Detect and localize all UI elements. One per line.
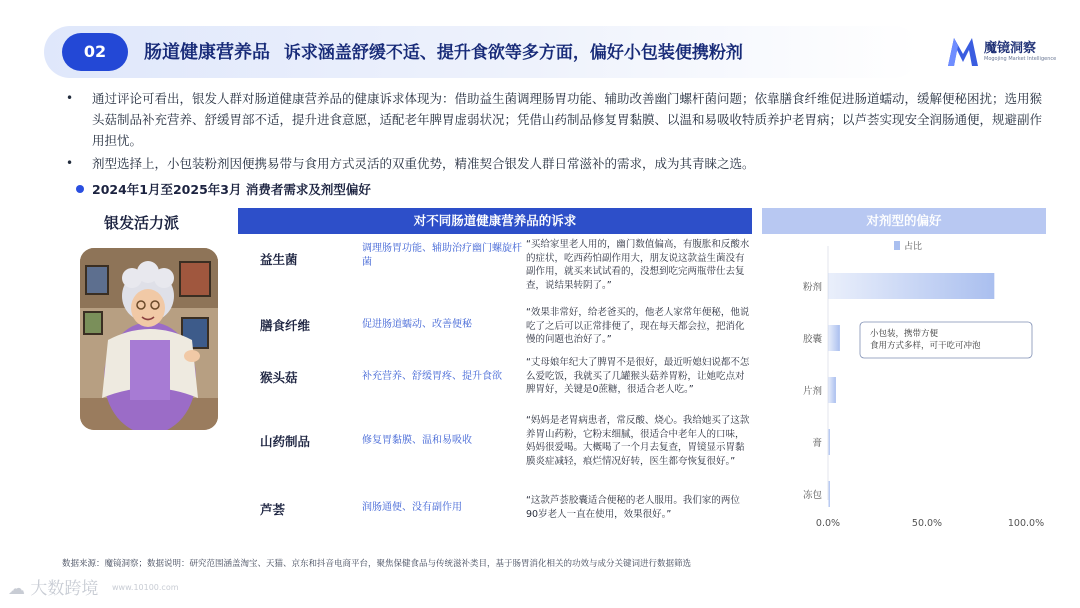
product-need: 补充营养、舒缓胃疼、提升食欲: [362, 371, 502, 382]
section-subheading: [76, 180, 371, 198]
bar: [828, 273, 994, 299]
dosage-preference-chart: [762, 234, 1046, 534]
consumer-quote: “丈母娘年纪大了脾胃不是很好，最近听媳妇说都不怎么爱吃饭，我就买了几罐猴头菇养胃粉，让她吃点对脾胃好，关键是0蔗糖，很适合老人吃。”: [526, 357, 750, 395]
legend-label: 占比: [904, 242, 923, 252]
data-source-note: 数据来源：魔镜洞察；数据说明：研究范围涵盖淘宝、天猫、京东和抖音电商平台，聚焦保健食品与传统滋补类目，基于肠胃消化相关的功效与成分关键词进行数据筛选: [62, 559, 692, 569]
section-number-badge: 02: [62, 33, 128, 71]
logo-tagline: Mogojing Market Intelligence: [984, 56, 1057, 62]
bar: [828, 325, 840, 351]
x-tick-label: 0.0%: [815, 518, 841, 529]
product-name: 益生菌: [260, 252, 298, 267]
watermark-url: www.10100.com: [112, 583, 179, 592]
consumer-quote: “效果非常好，给老爸买的，他老人家常年便秘，他说吃了之后可以正常排便了，现在每天都会拉，把消化慢的问题也治好了。”: [526, 307, 750, 345]
watermark-logo-icon: ☁: [8, 579, 25, 599]
consumer-quote: “妈妈是老胃病患者，常反酸、烧心。我给她买了这款养胃山药粉，它粉末细腻，很适合中老年人的口味，妈妈很爱喝。大概喝了一个月去复查，胃镜显示胃黏膜炎症减轻，痕烂情况好转，医生都夸恢复很好。”: [526, 415, 750, 467]
legend-swatch: [894, 241, 900, 250]
persona-illustration: [80, 248, 218, 430]
category-label: 片剂: [802, 386, 822, 397]
product-need: 促进肠道蠕动、改善便秘: [362, 319, 472, 330]
product-name: 芦荟: [260, 502, 286, 517]
product-need: 修复胃黏膜、温和易吸收: [362, 435, 472, 446]
category-label: 冻包: [802, 490, 822, 501]
product-name: 猴头菇: [260, 370, 298, 385]
annotation-box: [860, 322, 1032, 358]
x-tick-label: 50.0%: [911, 518, 943, 529]
consumer-quote: “这款芦荟胶囊适合便秘的老人服用。我们家的两位90岁老人一直在使用，效果很好。”: [526, 495, 740, 520]
subheading-text: 2024年1月至2025年3月 消费者需求及剂型偏好: [92, 182, 371, 197]
bullet-text: 通过评论可看出，银发人群对肠道健康营养品的健康诉求体现为：借助益生菌调理肠胃功能、辅助改善幽门螺杆菌问题；依靠膳食纤维促进肠道蠕动，缓解便秘困扰；选用猴头菇制品补充营养、舒缓胃部不适，提升进食意愿，适配老年脾胃虚弱状况；凭借山药制品修复胃黏膜、以温和易吸收特质养护老胃病；以芦荟实现安全润肠通便，规避副作用担忧。: [92, 91, 1043, 148]
blue-dot-icon: [76, 185, 84, 193]
product-name: 山药制品: [260, 434, 311, 449]
category-label: 膏: [812, 438, 822, 449]
bar: [828, 377, 836, 403]
brand-logo: [946, 34, 1056, 70]
consumer-quote: “买给家里老人用的，幽门数值偏高，有腹胀和反酸水的症状，吃西药怕副作用大，朋友说这款益生菌没有副作用，就买来试试看的，没想到吃完两瓶带仕去复查，说结果转阴了。”: [526, 239, 750, 291]
product-name: 膳食纤维: [260, 318, 311, 333]
category-label: 粉剂: [802, 282, 822, 293]
x-tick-label: 100.0%: [1007, 518, 1045, 529]
elderly-woman-illustration: [80, 248, 218, 430]
bullet-list: [64, 88, 1044, 174]
watermark-text: 大数跨境: [30, 579, 99, 599]
category-label: 胶囊: [802, 334, 822, 345]
annotation-text: 食用方式多样，可干吃可冲泡: [870, 341, 981, 351]
bar: [828, 429, 830, 455]
page-title: [144, 38, 743, 64]
product-need: 润肠通便、没有副作用: [362, 502, 462, 513]
bullet-item: [64, 153, 1044, 174]
chart-header: 对剂型的偏好: [762, 208, 1046, 234]
watermark: [8, 574, 98, 599]
bullet-item: [64, 88, 1044, 151]
title-sub: 诉求涵盖舒缓不适、提升食欲等多方面，偏好小包装便携粉剂: [283, 43, 743, 63]
bullet-dot-icon: •: [66, 156, 74, 170]
bar: [828, 481, 830, 507]
logo-name: 魔镜洞察: [984, 41, 1037, 56]
product-need: 调理肠胃功能、辅助治疗幽门螺旋杆菌: [362, 243, 522, 268]
annotation-text: 小包装，携带方便: [870, 329, 939, 339]
bullet-text: 剂型选择上，小包装粉剂因便携易带与食用方式灵活的双重优势，精准契合银发人群日常滋补的需求，成为其青睐之选。: [92, 156, 755, 171]
persona-label: 银发活力派: [104, 214, 180, 232]
title-main: 肠道健康营养品: [144, 42, 270, 63]
table-header: 对不同肠道健康营养品的诉求: [238, 208, 752, 234]
bullet-dot-icon: •: [66, 91, 74, 105]
logo-m-icon: [946, 34, 980, 68]
